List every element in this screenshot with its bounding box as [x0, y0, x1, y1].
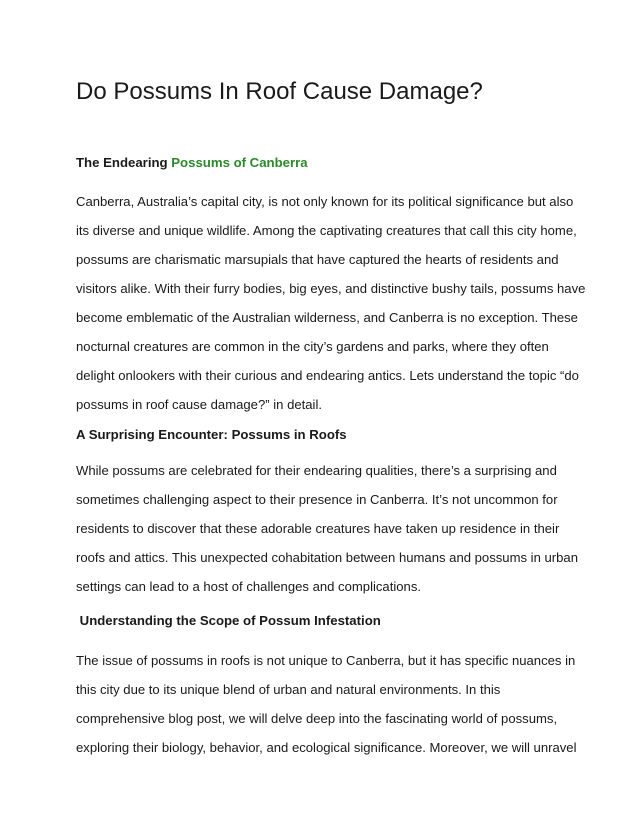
- document-title: Do Possums In Roof Cause Damage?: [76, 78, 483, 105]
- paragraph-line: sometimes challenging aspect to their presence in Canberra. It’s not uncommon for: [76, 492, 558, 507]
- possums-of-canberra-link[interactable]: Possums of Canberra: [171, 155, 308, 170]
- section-heading-surprising-encounter: A Surprising Encounter: Possums in Roofs: [76, 427, 347, 442]
- paragraph-line: possums in roof cause damage?” in detail.: [76, 397, 323, 412]
- paragraph-line: exploring their biology, behavior, and ecological significance. Moreover, we will unravel: [76, 740, 577, 755]
- section-heading-scope: Understanding the Scope of Possum Infestation: [76, 613, 381, 628]
- paragraph-intro: [76, 193, 586, 425]
- paragraph-line: The issue of possums in roofs is not unique to Canberra, but it has specific nuances in: [76, 653, 576, 668]
- paragraph-line: Canberra, Australia’s capital city, is not only known for its political significance but also: [76, 194, 574, 209]
- paragraph-scope: [76, 652, 577, 768]
- paragraph-line: become emblematic of the Australian wilderness, and Canberra is no exception. These: [76, 310, 578, 325]
- paragraph-line: comprehensive blog post, we will delve deep into the fascinating world of possums,: [76, 711, 558, 726]
- paragraph-line: its diverse and unique wildlife. Among the captivating creatures that call this city home,: [76, 223, 577, 238]
- paragraph-line: delight onlookers with their curious and endearing antics. Lets understand the topic “do: [76, 368, 579, 383]
- paragraph-line: this city due to its unique blend of urban and natural environments. In this: [76, 682, 501, 697]
- paragraph-line: roofs and attics. This unexpected cohabitation between humans and possums in urban: [76, 550, 578, 565]
- paragraph-line: nocturnal creatures are common in the city’s gardens and parks, where they often: [76, 339, 549, 354]
- section-heading-canberra: [76, 155, 308, 170]
- paragraph-line: While possums are celebrated for their endearing qualities, there’s a surprising and: [76, 463, 557, 478]
- paragraph-surprising-encounter: [76, 462, 578, 607]
- paragraph-line: settings can lead to a host of challenges and complications.: [76, 579, 422, 594]
- paragraph-line: visitors alike. With their furry bodies, big eyes, and distinctive bushy tails, possums have: [76, 281, 586, 296]
- paragraph-line: residents to discover that these adorable creatures have taken up residence in their: [76, 521, 560, 536]
- paragraph-line: possums are charismatic marsupials that have captured the hearts of residents and: [76, 252, 559, 267]
- heading-prefix: The Endearing: [76, 155, 172, 170]
